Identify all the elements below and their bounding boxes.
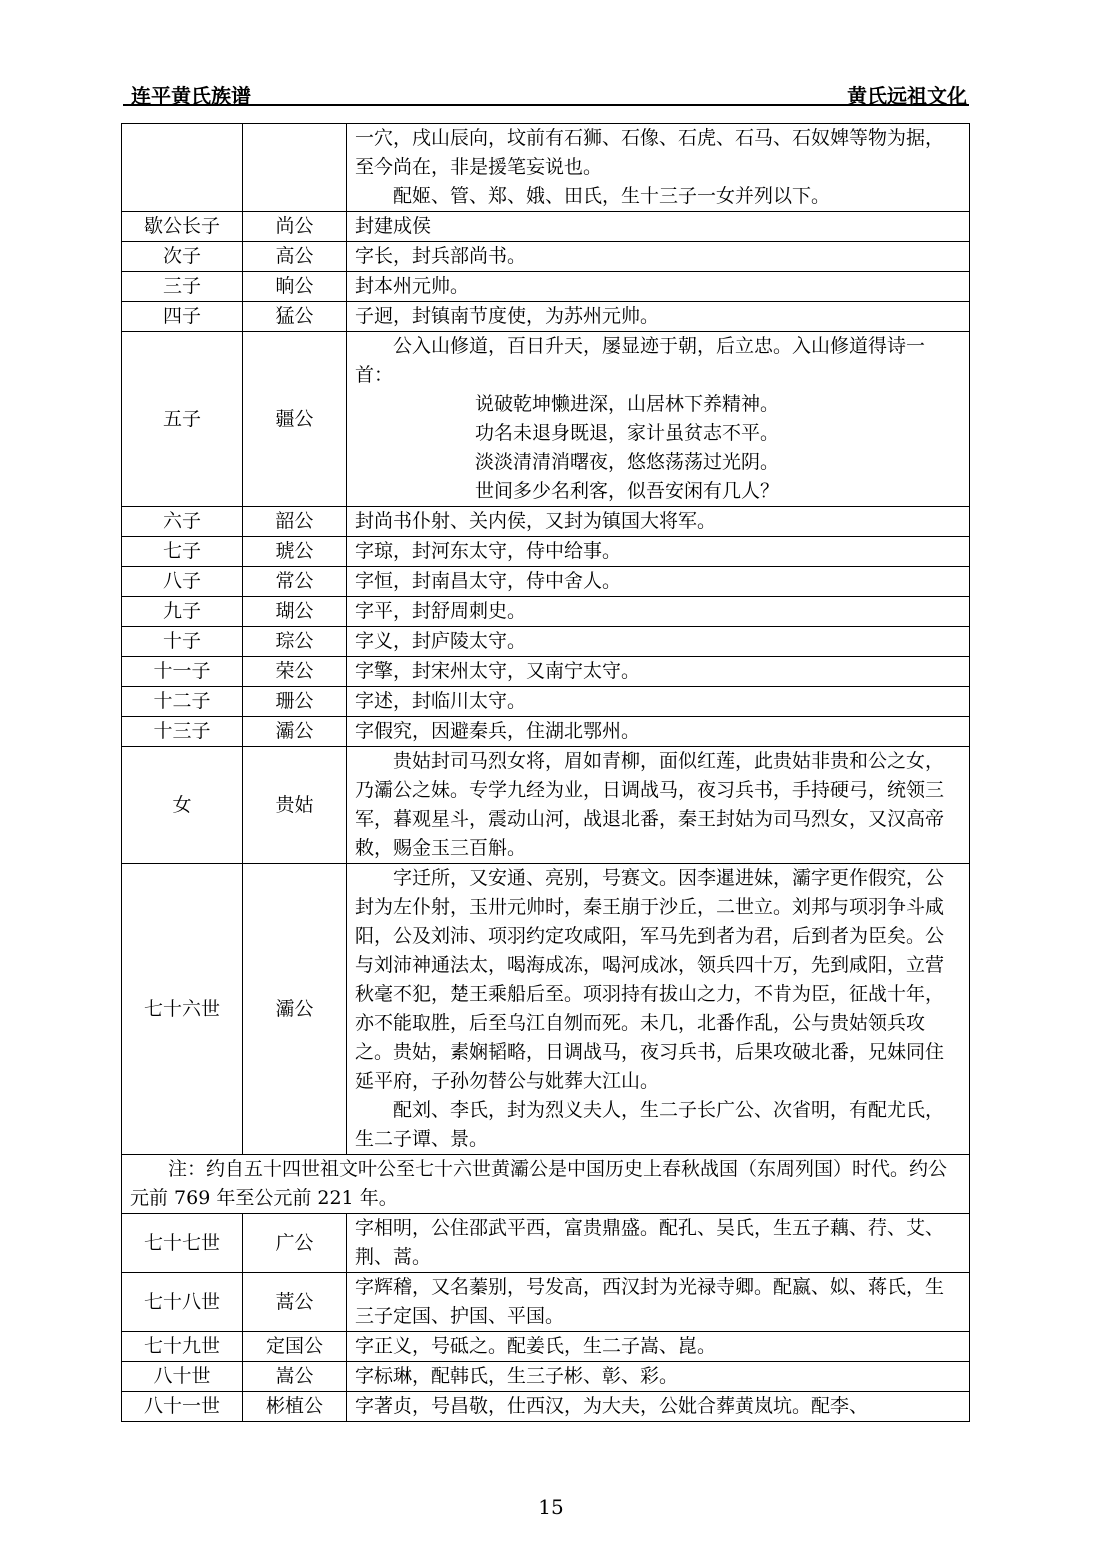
generation-cell: 六子 [122,507,243,537]
generation-cell: 七十六世 [122,864,243,1155]
generation-cell [122,124,243,212]
poem-line: 淡淡清清消曙夜，悠悠荡荡过光阴。 [475,451,780,473]
description-cell: 字擎，封宋州太守，又南宁太守。 [347,657,970,687]
note-text: 注：约自五十四世祖文叶公至七十六世黄灞公是中国历史上春秋战国（东周列国）时代。约公元前 769 年至公元前 221 年。 [130,1158,948,1209]
description-cell [347,124,970,212]
table-row [122,332,970,507]
genealogy-table [121,123,970,1422]
table-row [122,687,970,717]
generation-cell: 三子 [122,272,243,302]
name-cell: 珊公 [243,687,347,717]
name-cell: 琮公 [243,627,347,657]
name-cell: 猛公 [243,302,347,332]
name-cell: 定国公 [243,1332,347,1362]
generation-cell: 八子 [122,567,243,597]
description-cell: 字正义，号砥之。配姜氏，生二子嵩、崑。 [347,1332,970,1362]
description-cell [347,332,970,507]
description-cell: 字述，封临川太守。 [347,687,970,717]
generation-cell: 歇公长子 [122,212,243,242]
name-cell: 彬植公 [243,1392,347,1422]
description-cell: 字辉稽，又名蓁别，号发高，西汉封为光禄寺卿。配嬴、姒、蒋氏，生三子定国、护国、平国。 [347,1273,970,1332]
generation-cell: 十二子 [122,687,243,717]
generation-cell: 七十七世 [122,1214,243,1273]
description-paragraph: 贵姑封司马烈女将，眉如青柳，面似红莲，此贵姑非贵和公之女，乃灞公之妹。专学九经为业，日调战马，夜习兵书，手持硬弓，统领三军，暮观星斗，震动山河，战退北番，秦王封姑为司马烈女，又汉高帝敕，赐金玉三百斛。 [355,750,945,859]
description-cell [347,747,970,864]
description-cell: 子迥，封镇南节度使，为苏州元帅。 [347,302,970,332]
table-row [122,212,970,242]
poem-line: 说破乾坤懒进深，山居林下养精神。 [475,393,780,415]
description-cell: 字相明，公住邵武平西，富贵鼎盛。配孔、吴氏，生五子藕、荇、艾、荆、蒿。 [347,1214,970,1273]
description-paragraph: 字迁所，又安通、亮别，号赛文。因李暹进妹，灞字更作假究，公封为左仆射，玉卅元帅时，秦王崩于沙丘，二世立。刘邦与项羽争斗咸阳，公及刘沛、项羽约定攻咸阳，军马先到者为君，后到者为臣矣。公与刘沛神通法太，喝海成冻，喝河成冰，领兵四十万，先到咸阳，立营秋毫不犯，楚王乘船后至。项羽持有拔山之力，不肯为臣，征战十年，亦不能取胜，后至乌江自刎而死。未几，北番作乱，公与贵姑领兵攻之。贵姑，素娴韬略，日调战马，夜习兵书，后果攻破北番，兄妹同住延平府，子孙勿替公与妣葬大江山。 [355,867,945,1092]
generation-cell: 九子 [122,597,243,627]
table-row [122,537,970,567]
description-cell: 封建成侯 [347,212,970,242]
page-header [123,80,969,108]
description-cell: 字著贞，号昌敬，仕西汉，为大夫，公妣合葬黄岚坑。配李、 [347,1392,970,1422]
name-cell: 尚公 [243,212,347,242]
description-paragraph: 配姬、管、郑、娥、田氏，生十三子一女并列以下。 [393,185,831,207]
description-paragraph: 公入山修道，百日升天，屡显迹于朝，后立忠。入山修道得诗一首： [355,335,926,386]
description-cell: 字假究，因避秦兵，住湖北鄂州。 [347,717,970,747]
name-cell: 琥公 [243,537,347,567]
generation-cell: 十三子 [122,717,243,747]
table-row [122,567,970,597]
generation-cell: 七子 [122,537,243,567]
generation-cell: 七十八世 [122,1273,243,1332]
table-row [122,1392,970,1422]
poem-line: 功名未退身既退，家计虽贫志不平。 [475,422,780,444]
table-row [122,242,970,272]
description-cell: 封尚书仆射、关内侯，又封为镇国大将军。 [347,507,970,537]
table-row [122,657,970,687]
table-row [122,627,970,657]
name-cell: 韶公 [243,507,347,537]
name-cell: 嵩公 [243,1362,347,1392]
name-cell: 瑚公 [243,597,347,627]
name-cell: 广公 [243,1214,347,1273]
table-row [122,864,970,1155]
description-cell: 字恒，封南昌太守，侍中舍人。 [347,567,970,597]
book-title: 连平黄氏族谱 [131,84,251,108]
header-divider [123,104,969,106]
table-row [122,1214,970,1273]
note-row [122,1155,970,1214]
generation-cell: 七十九世 [122,1332,243,1362]
table-row [122,124,970,212]
table-row [122,1362,970,1392]
name-cell: 贵姑 [243,747,347,864]
name-cell: 晌公 [243,272,347,302]
poem-line: 世间多少名利客，似吾安闲有几人？ [475,480,780,502]
description-cell: 字标琳，配韩氏，生三子彬、彰、彩。 [347,1362,970,1392]
table-row [122,272,970,302]
note-cell [122,1155,970,1214]
table-row [122,597,970,627]
generation-cell: 八十一世 [122,1392,243,1422]
table-row [122,717,970,747]
description-cell [347,864,970,1155]
table-row [122,1273,970,1332]
generation-cell: 女 [122,747,243,864]
table-row [122,1332,970,1362]
description-cell: 字义，封庐陵太守。 [347,627,970,657]
generation-cell: 十子 [122,627,243,657]
generation-cell: 十一子 [122,657,243,687]
description-cell: 字长，封兵部尚书。 [347,242,970,272]
generation-cell: 四子 [122,302,243,332]
description-paragraph: 配刘、李氏，封为烈义夫人，生二子长广公、次省明，有配尤氏，生二子谭、景。 [355,1099,945,1150]
table-row [122,747,970,864]
table-row [122,302,970,332]
name-cell [243,124,347,212]
name-cell: 灞公 [243,717,347,747]
table-row [122,507,970,537]
description-cell: 字平，封舒周刺史。 [347,597,970,627]
name-cell: 灞公 [243,864,347,1155]
description-cell: 封本州元帅。 [347,272,970,302]
name-cell: 高公 [243,242,347,272]
name-cell: 疆公 [243,332,347,507]
generation-cell: 次子 [122,242,243,272]
description-paragraph: 一穴，戌山辰向，坟前有石狮、石像、石虎、石马、石奴婢等物为据，至今尚在，非是援笔妄说也。 [355,127,945,178]
name-cell: 常公 [243,567,347,597]
generation-cell: 五子 [122,332,243,507]
description-cell: 字琼，封河东太守，侍中给事。 [347,537,970,567]
page-number: 15 [538,1495,564,1519]
generation-cell: 八十世 [122,1362,243,1392]
chapter-title: 黄氏远祖文化 [847,84,967,108]
name-cell: 荣公 [243,657,347,687]
name-cell: 蒿公 [243,1273,347,1332]
